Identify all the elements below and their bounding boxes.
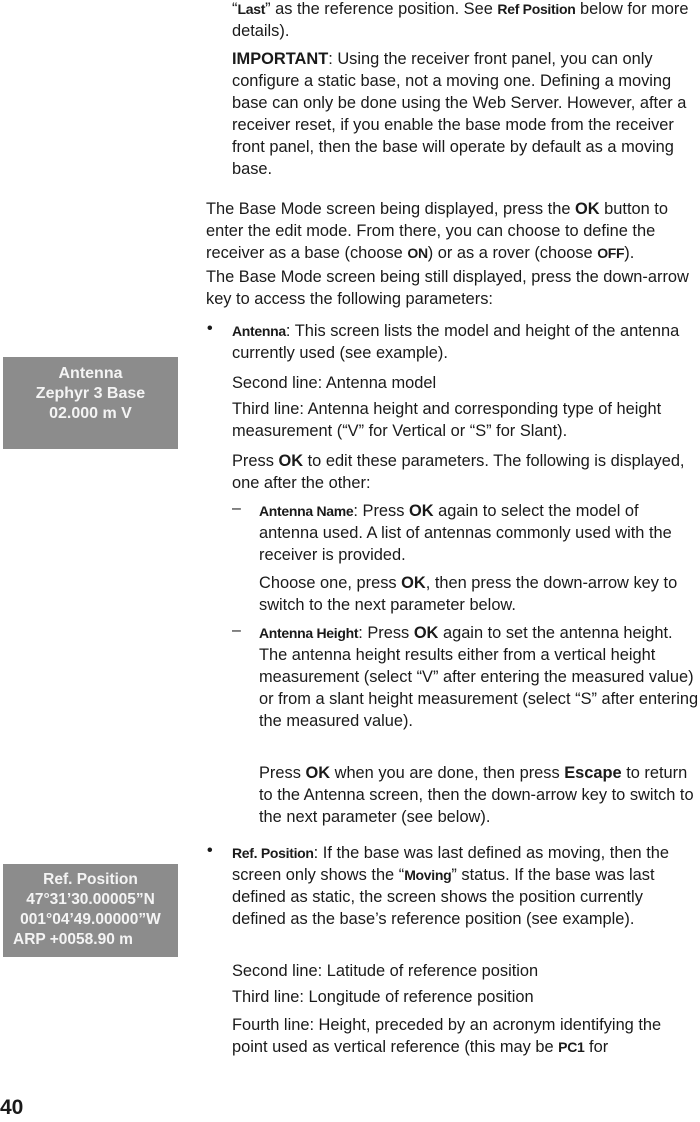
paragraph-antenna-second-line: Second line: Antenna model — [232, 374, 437, 392]
lcd-antenna-line2: Zephyr 3 Base — [35, 385, 146, 402]
lcd-ref-position-longitude: 001°04’49.00000”W — [20, 911, 161, 928]
paragraph-last-reference: “Last” as the reference position. See Ref Position below for more details). — [232, 0, 689, 40]
bullet-antenna: • — [207, 320, 213, 337]
lcd-antenna-line1: Antenna — [58, 365, 123, 382]
lcd-ref-position-screen — [3, 864, 178, 957]
bullet-ref-position: • — [207, 842, 213, 859]
lcd-ref-position-latitude: 47°31’30.00005”N — [26, 891, 155, 908]
paragraph-important: IMPORTANT: Using the receiver front panel, you can only configure a static base, not a moving one. Defining a moving base can only be done using the Web Server. However, after a receiver reset, if you enable the base mode from the receiver front panel, then the base will operate by default as a moving base. — [232, 50, 687, 178]
lcd-antenna-line3: 02.000 m V — [49, 405, 132, 422]
dash-antenna-height: – — [232, 622, 241, 639]
lcd-ref-position-height: ARP +0058.90 m — [13, 931, 133, 948]
paragraph-ref-fourth-line: Fourth line: Height, preceded by an acronym identifying the point used as vertical reference (this may be PC1 for — [232, 1016, 662, 1056]
lcd-ref-position-line1: Ref. Position — [43, 871, 138, 888]
paragraph-antenna-press-ok: Press OK to edit these parameters. The following is displayed, one after the other: — [232, 452, 685, 492]
paragraph-antenna: Antenna: This screen lists the model and height of the antenna currently used (see example). — [232, 322, 680, 362]
paragraph-antenna-name: Antenna Name: Press OK again to select the model of antenna used. A list of antennas commonly used with the receiver is provided. — [259, 502, 672, 564]
paragraph-press-ok-done: Press OK when you are done, then press Escape to return to the Antenna screen, then the down-arrow key to switch to the next parameter (see below). — [259, 764, 694, 826]
paragraph-antenna-height: Antenna Height: Press OK again to set the antenna height. The antenna height results either from a vertical height measurement (select “V” after entering the measured value) or from a slant height measurement (select “S” after entering the measured value). — [259, 624, 699, 730]
paragraph-ref-third-line: Third line: Longitude of reference position — [232, 988, 534, 1006]
paragraph-ref-second-line: Second line: Latitude of reference position — [232, 962, 539, 980]
paragraph-base-mode: The Base Mode screen being displayed, press the OK button to enter the edit mode. From there, you can choose to define the receiver as a base (choose ON) or as a rover (choose OFF). — [206, 200, 668, 262]
paragraph-still-displayed: The Base Mode screen being still displayed, press the down-arrow key to access the following parameters: — [206, 268, 689, 308]
paragraph-antenna-third-line: Third line: Antenna height and corresponding type of height measurement (“V” for Vertical or “S” for Slant). — [232, 400, 662, 440]
dash-antenna-name: – — [232, 500, 241, 517]
paragraph-choose-one: Choose one, press OK, then press the down-arrow key to switch to the next parameter below. — [259, 574, 678, 614]
page-number: 40 — [0, 1096, 24, 1119]
lcd-antenna-screen — [3, 357, 178, 449]
paragraph-ref-position: Ref. Position: If the base was last defined as moving, then the screen only shows the “Moving” status. If the base was last defined as static, the screen shows the position currently defined as the base’s reference position (see example). — [232, 844, 670, 928]
